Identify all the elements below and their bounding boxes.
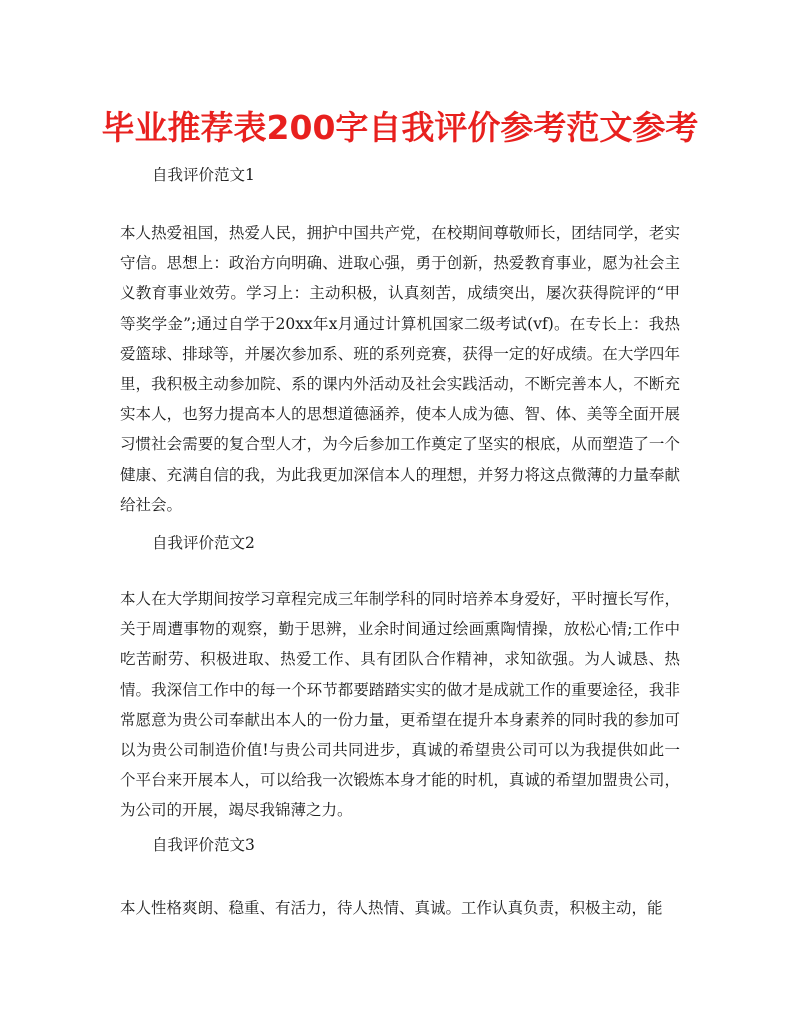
- section-heading-2: 自我评价范文2: [152, 534, 255, 552]
- section-body-3: 本人性格爽朗、稳重、有活力，待人热情、真诚。工作认真负责，积极主动，能: [120, 899, 663, 917]
- section-heading-1: 自我评价范文1: [152, 166, 255, 184]
- section-body-1: 本人热爱祖国，热爱人民，拥护中国共产党，在校期间尊敬师长，团结同学，老实守信。思想上：政治方向明确、进取心强，勇于创新，热爱教育事业，愿为社会主义教育事业效劳。学习上：主动积极，认真刻苦，成绩突出，屡次获得院评的“甲等奖学金”;通过自学于20xx年x月通过计算机国家二级考试(vf)。在专长上：我热爱篮球、排球等，并屡次参加系、班的系列竞赛，获得一定的好成绩。在大学四年里，我积极主动参加院、系的课内外活动及社会实践活动，不断完善本人，不断充实本人，也努力提高本人的思想道德涵养，使本人成为德、智、体、美等全面开展习惯社会需要的复合型人才，为今后参加工作奠定了坚实的根底，从而塑造了一个健康、充满自信的我，为此我更加深信本人的理想，并努力将这点微薄的力量奉献给社会。: [120, 224, 680, 514]
- section-body-2: 本人在大学期间按学习章程完成三年制学科的同时培养本身爱好，平时擅长写作，关于周遭事物的观察，勤于思辨，业余时间通过绘画熏陶情操，放松心情;工作中吃苦耐劳、积极进取、热爱工作、具有团队合作精神，求知欲强。为人诚恳、热情。我深信工作中的每一个环节都要踏踏实实的做才是成就工作的重要途径，我非常愿意为贵公司奉献出本人的一份力量，更希望在提升本身素养的同时我的参加可以为贵公司制造价值!与贵公司共同进步，真诚的希望贵公司可以为我提供如此一个平台来开展本人，可以给我一次锻炼本身才能的时机，真诚的希望加盟贵公司，为公司的开展，竭尽我锦薄之力。: [120, 590, 680, 820]
- section-heading-3: 自我评价范文3: [152, 836, 255, 854]
- document-title: 毕业推荐表200字自我评价参考范文参考: [101, 108, 699, 147]
